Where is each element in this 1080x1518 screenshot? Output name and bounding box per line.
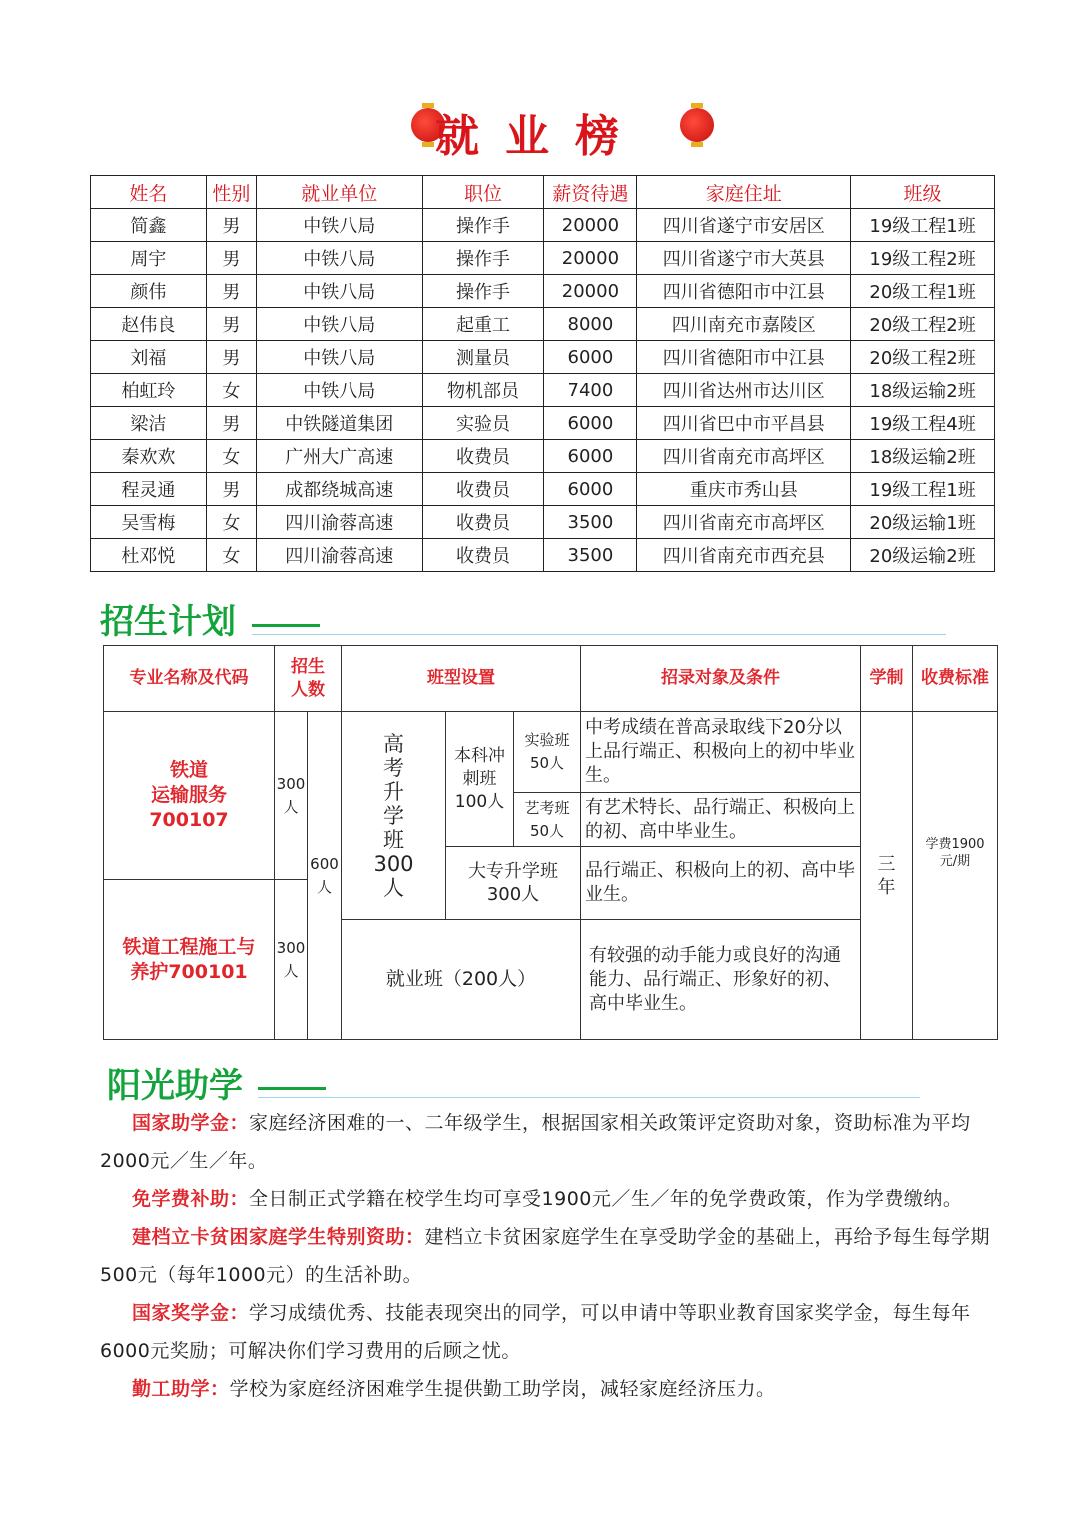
table-cell: 19级工程2班: [851, 242, 995, 275]
aid-list: [0, 1104, 991, 1408]
header-fee: 收费标准: [912, 645, 998, 712]
aid-item: [100, 1104, 1012, 1180]
section-title-enroll: 招生计划: [100, 602, 236, 642]
table-cell: 20级运输1班: [851, 506, 995, 539]
condition-1: 中考成绩在普高录取线下20分以上品行端正、积极向上的初中毕业生。: [580, 711, 861, 793]
table-cell: 四川省南充市高坪区: [637, 506, 851, 539]
table-cell: 20000: [544, 242, 637, 275]
aid-item-text: 学习成绩优秀、技能表现突出的同学，可以申请中等职业教育国家奖学金，每生每年6000元奖励；可解决你们学习费用的后顾之忧。: [100, 1302, 971, 1362]
count-total: 600人: [307, 711, 342, 1040]
table-cell: 3500: [544, 539, 637, 572]
table-cell: 3500: [544, 506, 637, 539]
column-header: 姓名: [91, 176, 207, 209]
table-cell: 赵伟良: [91, 308, 207, 341]
table-cell: 收费员: [422, 473, 544, 506]
table-cell: 19级工程1班: [851, 473, 995, 506]
table-cell: 四川省南充市高坪区: [637, 440, 851, 473]
table-cell: 成都绕城高速: [256, 473, 422, 506]
aid-item-title: 勤工助学：: [132, 1378, 230, 1400]
table-cell: 四川省达州市达川区: [637, 374, 851, 407]
class-gaokao: 高考升学班300人: [341, 711, 446, 920]
table-cell: 20级工程1班: [851, 275, 995, 308]
major-name: 运输服务: [150, 784, 227, 806]
table-cell: 操作手: [422, 242, 544, 275]
table-cell: 男: [206, 242, 256, 275]
table-cell: 四川渝蓉高速: [256, 506, 422, 539]
aid-item-title: 建档立卡贫困家庭学生特别资助：: [132, 1226, 425, 1248]
aid-item: [100, 1370, 1012, 1408]
years-value: 三年: [860, 711, 913, 1040]
table-cell: 测量员: [422, 341, 544, 374]
aid-item-title: 免学费补助：: [132, 1188, 250, 1210]
table-cell: 20级工程2班: [851, 308, 995, 341]
table-cell: 男: [206, 308, 256, 341]
table-cell: 中铁八局: [256, 209, 422, 242]
table-cell: 6000: [544, 341, 637, 374]
major-code: 700107: [149, 809, 229, 831]
class-shiyan: 实验班50人: [513, 711, 581, 793]
table-cell: 四川省遂宁市安居区: [637, 209, 851, 242]
table-row: [91, 539, 995, 572]
table-cell: 女: [206, 374, 256, 407]
table-row: [91, 209, 995, 242]
table-cell: 7400: [544, 374, 637, 407]
table-cell: 操作手: [422, 209, 544, 242]
section-title-aid: 阳光助学: [107, 1066, 243, 1106]
table-cell: 中铁八局: [256, 275, 422, 308]
table-row: [91, 341, 995, 374]
count-major1: 300人: [274, 711, 308, 880]
table-cell: 6000: [544, 407, 637, 440]
aid-item: [100, 1180, 1012, 1218]
condition-4: 有较强的动手能力或良好的沟通能力、品行端正、形象好的初、高中毕业生。: [580, 919, 861, 1040]
table-row: [91, 308, 995, 341]
table-cell: 颜伟: [91, 275, 207, 308]
table-cell: 8000: [544, 308, 637, 341]
table-cell: 收费员: [422, 506, 544, 539]
table-cell: 女: [206, 539, 256, 572]
divider: [258, 1097, 920, 1098]
column-header: 班级: [851, 176, 995, 209]
column-header: 职位: [422, 176, 544, 209]
table-cell: 19级工程4班: [851, 407, 995, 440]
table-cell: 男: [206, 407, 256, 440]
table-cell: 女: [206, 440, 256, 473]
table-cell: 女: [206, 506, 256, 539]
divider: [252, 624, 320, 627]
table-cell: 20级运输2班: [851, 539, 995, 572]
major-name-and-code: 铁道工程施工与养护700101: [122, 935, 256, 983]
fee-value: 学费1900元/期: [912, 711, 998, 1040]
table-cell: 简鑫: [91, 209, 207, 242]
table-cell: 中铁八局: [256, 308, 422, 341]
table-cell: 男: [206, 275, 256, 308]
header-count: 招生人数: [274, 645, 342, 712]
table-row: [91, 374, 995, 407]
table-cell: 四川省巴中市平昌县: [637, 407, 851, 440]
major-rail-transport: [103, 711, 275, 880]
table-cell: 周宇: [91, 242, 207, 275]
aid-item-text: 建档立卡贫困家庭学生在享受助学金的基础上，再给予每生每学期500元（每年1000元）的生活补助。: [100, 1226, 991, 1286]
table-cell: 四川南充市嘉陵区: [637, 308, 851, 341]
class-benke: 本科冲刺班100人: [445, 711, 514, 847]
column-header: 就业单位: [256, 176, 422, 209]
table-cell: 19级工程1班: [851, 209, 995, 242]
table-cell: 6000: [544, 473, 637, 506]
aid-item-text: 家庭经济困难的一、二年级学生，根据国家相关政策评定资助对象，资助标准为平均2000元／生／年。: [100, 1112, 971, 1172]
table-cell: 四川渝蓉高速: [256, 539, 422, 572]
divider: [258, 1087, 326, 1090]
table-cell: 实验员: [422, 407, 544, 440]
aid-item-text: 全日制正式学籍在校学生均可享受1900元／生／年的免学费政策，作为学费缴纳。: [249, 1188, 963, 1210]
table-cell: 广州大广高速: [256, 440, 422, 473]
table-cell: 四川省南充市西充县: [637, 539, 851, 572]
class-yikao: 艺考班50人: [513, 792, 581, 847]
table-cell: 中铁八局: [256, 374, 422, 407]
table-cell: 20000: [544, 275, 637, 308]
table-cell: 18级运输2班: [851, 440, 995, 473]
aid-item-title: 国家奖学金：: [132, 1302, 250, 1324]
table-cell: 四川省德阳市中江县: [637, 275, 851, 308]
condition-2: 有艺术特长、品行端正、积极向上的初、高中毕业生。: [580, 792, 861, 847]
table-cell: 柏虹玲: [91, 374, 207, 407]
table-cell: 中铁隧道集团: [256, 407, 422, 440]
table-cell: 男: [206, 341, 256, 374]
table-cell: 吴雪梅: [91, 506, 207, 539]
table-cell: 操作手: [422, 275, 544, 308]
column-header: 性别: [206, 176, 256, 209]
table-cell: 6000: [544, 440, 637, 473]
major-name: 铁道: [169, 759, 208, 781]
employment-table: [90, 175, 995, 572]
class-dazhuan: 大专升学班300人: [445, 846, 581, 920]
table-cell: 20级工程2班: [851, 341, 995, 374]
table-cell: 秦欢欢: [91, 440, 207, 473]
table-cell: 四川省德阳市中江县: [637, 341, 851, 374]
table-cell: 梁洁: [91, 407, 207, 440]
table-row: [91, 506, 995, 539]
header-years: 学制: [860, 645, 913, 712]
table-row: [91, 242, 995, 275]
count-major2: 300人: [274, 879, 308, 1040]
column-header: 家庭住址: [637, 176, 851, 209]
table-cell: 20000: [544, 209, 637, 242]
table-cell: 刘福: [91, 341, 207, 374]
table-cell: 起重工: [422, 308, 544, 341]
condition-3: 品行端正、积极向上的初、高中毕业生。: [580, 846, 861, 920]
aid-item: [100, 1218, 1012, 1294]
table-cell: 收费员: [422, 539, 544, 572]
table-cell: 男: [206, 209, 256, 242]
column-header: 薪资待遇: [544, 176, 637, 209]
table-row: [91, 473, 995, 506]
major-rail-engineering: [103, 879, 275, 1040]
table-cell: 物机部员: [422, 374, 544, 407]
table-cell: 四川省遂宁市大英县: [637, 242, 851, 275]
table-cell: 程灵通: [91, 473, 207, 506]
header-conditions: 招录对象及条件: [580, 645, 861, 712]
table-cell: 中铁八局: [256, 242, 422, 275]
divider: [252, 634, 946, 635]
table-row: [91, 407, 995, 440]
page-title: 就业榜: [435, 111, 645, 162]
table-cell: 杜邓悦: [91, 539, 207, 572]
table-row: [91, 440, 995, 473]
table-header-row: [91, 176, 995, 209]
table-cell: 男: [206, 473, 256, 506]
table-row: [91, 275, 995, 308]
class-jiuye: 就业班（200人）: [341, 919, 581, 1040]
header-major: 专业名称及代码: [103, 645, 275, 712]
table-cell: 收费员: [422, 440, 544, 473]
table-cell: 中铁八局: [256, 341, 422, 374]
aid-item-text: 学校为家庭经济困难学生提供勤工助学岗，减轻家庭经济压力。: [229, 1378, 776, 1400]
aid-item-title: 国家助学金：: [132, 1112, 250, 1134]
aid-item: [100, 1294, 1012, 1370]
header-class: 班型设置: [341, 645, 581, 712]
table-cell: 重庆市秀山县: [637, 473, 851, 506]
table-cell: 18级运输2班: [851, 374, 995, 407]
